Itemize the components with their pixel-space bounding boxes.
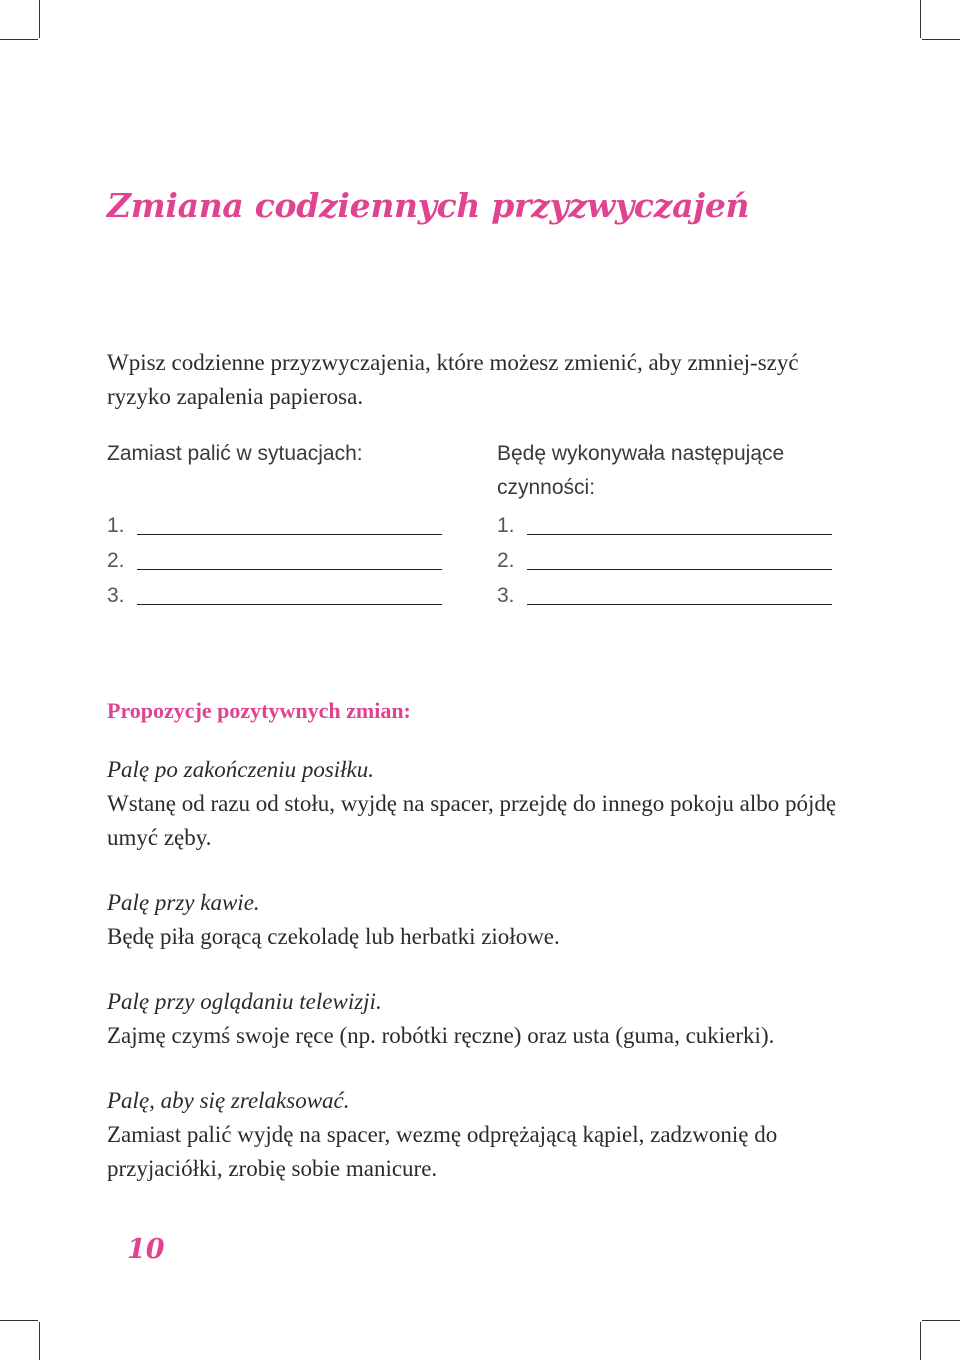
tip-item	[107, 1084, 867, 1186]
right-column-list	[497, 504, 832, 609]
list-item	[107, 504, 442, 539]
right-column-heading: Będę wykonywała następujące czynności:	[497, 442, 785, 499]
section-subheading: Propozycje pozytywnych zmian:	[107, 698, 411, 723]
blank-line[interactable]	[527, 511, 832, 535]
blank-line[interactable]	[137, 546, 442, 570]
list-item	[497, 539, 832, 574]
left-column-list	[107, 504, 442, 609]
blank-line[interactable]	[527, 581, 832, 605]
list-item	[107, 574, 442, 609]
tip-situation: Palę przy oglądaniu telewizji.	[107, 989, 382, 1014]
tip-situation: Palę po zakończeniu posiłku.	[107, 757, 375, 782]
item-number: 1.	[107, 514, 125, 537]
tip-action: Zajmę czymś swoje ręce (np. robótki ręczne) oraz usta (guma, cukierki).	[107, 1023, 775, 1048]
crop-mark-bottom-right-horizontal	[922, 1320, 960, 1321]
item-number: 2.	[107, 549, 125, 572]
tip-action: Zamiast palić wyjdę na spacer, wezmę odprężającą kąpiel, zadzwonię do przyjaciółki, zrobię sobie manicure.	[107, 1122, 778, 1181]
intro-text: Wpisz codzienne przyzwyczajenia, które możesz zmienić, aby zmniej-szyć ryzyko zapalenia papierosa.	[107, 350, 799, 409]
tips-list	[107, 753, 867, 1217]
crop-mark-top-right-vertical	[920, 0, 921, 38]
tip-action: Wstanę od razu od stołu, wyjdę na spacer, przejdę do innego pokoju albo pójdę umyć zęby.	[107, 791, 837, 850]
crop-mark-bottom-right-vertical	[920, 1322, 921, 1360]
item-number: 2.	[497, 549, 515, 572]
tip-situation: Palę przy kawie.	[107, 890, 260, 915]
item-number: 3.	[497, 584, 515, 607]
blank-line[interactable]	[527, 546, 832, 570]
tip-item	[107, 753, 867, 855]
left-column-heading: Zamiast palić w sytuacjach:	[107, 442, 363, 465]
crop-mark-top-left-vertical	[39, 0, 40, 38]
page-number: 10	[127, 1234, 165, 1265]
tip-item	[107, 985, 867, 1053]
list-item	[497, 504, 832, 539]
item-number: 3.	[107, 584, 125, 607]
tip-item	[107, 886, 867, 954]
page-title: Zmiana codziennych przyzwyczajeń	[107, 186, 750, 225]
tip-situation: Palę, aby się zrelaksować.	[107, 1088, 350, 1113]
list-item	[497, 574, 832, 609]
crop-mark-top-left-horizontal	[0, 39, 38, 40]
crop-mark-top-right-horizontal	[922, 39, 960, 40]
blank-line[interactable]	[137, 581, 442, 605]
crop-mark-bottom-left-vertical	[39, 1322, 40, 1360]
item-number: 1.	[497, 514, 515, 537]
tip-action: Będę piła gorącą czekoladę lub herbatki ziołowe.	[107, 924, 560, 949]
list-item	[107, 539, 442, 574]
blank-line[interactable]	[137, 511, 442, 535]
crop-mark-bottom-left-horizontal	[0, 1320, 38, 1321]
